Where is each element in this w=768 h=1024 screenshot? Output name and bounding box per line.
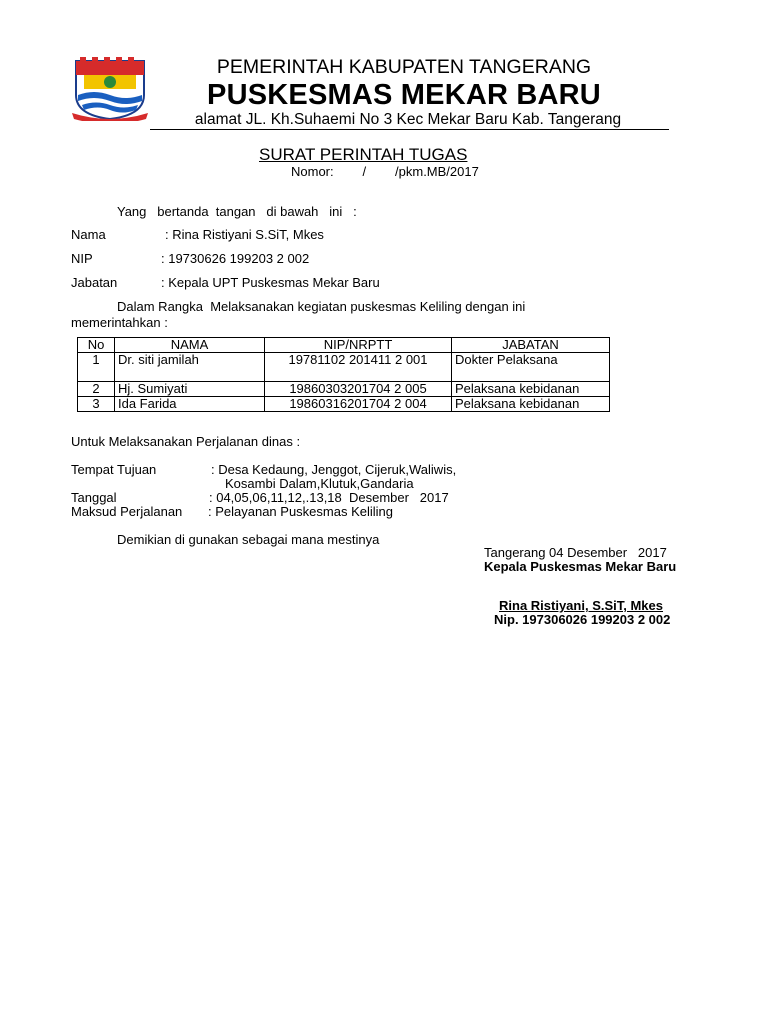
cell-no: 2 [78, 382, 115, 397]
staff-table [77, 337, 610, 412]
order-line-1: Dalam Rangka Melaksanakan kegiatan puskesmas Keliling dengan ini [117, 299, 526, 314]
trip-destination-value: : Desa Kedaung, Jenggot, Cijeruk,Waliwis, [211, 462, 457, 477]
intro-line: Yang bertanda tangan di bawah ini : [117, 204, 357, 219]
col-header-jabatan: JABATAN [452, 338, 610, 353]
trip-destination-value-cont: Kosambi Dalam,Klutuk,Gandaria [225, 476, 414, 491]
signer-nip-value: : 19730626 199203 2 002 [161, 251, 310, 266]
cell-nama: Hj. Sumiyati [115, 382, 265, 397]
cell-nip: 19860303201704 2 005 [265, 382, 452, 397]
trip-purpose-label: Maksud Perjalanan [71, 504, 183, 519]
header-divider [150, 129, 669, 130]
col-header-nip: NIP/NRPTT [265, 338, 452, 353]
header-institution: PUSKESMAS MEKAR BARU [207, 79, 601, 111]
trip-destination-label: Tempat Tujuan [71, 462, 157, 477]
cell-nip: 19781102 201411 2 001 [265, 353, 452, 382]
cell-jabatan: Pelaksana kebidanan [452, 382, 610, 397]
signature-position: Kepala Puskesmas Mekar Baru [484, 559, 677, 574]
cell-no: 3 [78, 397, 115, 412]
signature-place-date: Tangerang 04 Desember 2017 [484, 545, 667, 560]
trip-date-value: : 04,05,06,11,12,.13,18 Desember 2017 [209, 490, 449, 505]
letter-number: Nomor: / /pkm.MB/2017 [291, 164, 479, 179]
col-header-no: No [78, 338, 115, 353]
letter-title: SURAT PERINTAH TUGAS [259, 145, 468, 164]
table-row [78, 382, 610, 397]
cell-no: 1 [78, 353, 115, 382]
order-line-2: memerintahkan : [71, 315, 168, 330]
cell-jabatan: Dokter Pelaksana [452, 353, 610, 382]
cell-nama: Dr. siti jamilah [115, 353, 265, 382]
header-address: alamat JL. Kh.Suhaemi No 3 Kec Mekar Baru Kab. Tangerang [194, 111, 622, 128]
signer-position-label: Jabatan [71, 275, 118, 290]
signature-nip: Nip. 197306026 199203 2 002 [494, 612, 671, 627]
signer-name-value: : Rina Ristiyani S.SiT, Mkes [165, 227, 324, 242]
cell-nama: Ida Farida [115, 397, 265, 412]
signer-name-label: Nama [71, 227, 106, 242]
table-row [78, 353, 610, 382]
signer-position-value: : Kepala UPT Puskesmas Mekar Baru [161, 275, 380, 290]
signer-nip-label: NIP [71, 251, 93, 266]
trip-purpose-value: : Pelayanan Puskesmas Keliling [208, 504, 393, 519]
header-government: PEMERINTAH KABUPATEN TANGERANG [216, 56, 592, 78]
cell-nip: 19860316201704 2 004 [265, 397, 452, 412]
signature-name: Rina Ristiyani, S.SiT, Mkes [499, 598, 663, 613]
table-row [78, 397, 610, 412]
col-header-nama: NAMA [115, 338, 265, 353]
cell-jabatan: Pelaksana kebidanan [452, 397, 610, 412]
closing-line: Demikian di gunakan sebagai mana mestinya [117, 532, 380, 547]
trip-date-label: Tanggal [71, 490, 117, 505]
table-header-row [78, 338, 610, 353]
trip-intro: Untuk Melaksanakan Perjalanan dinas : [71, 434, 301, 449]
